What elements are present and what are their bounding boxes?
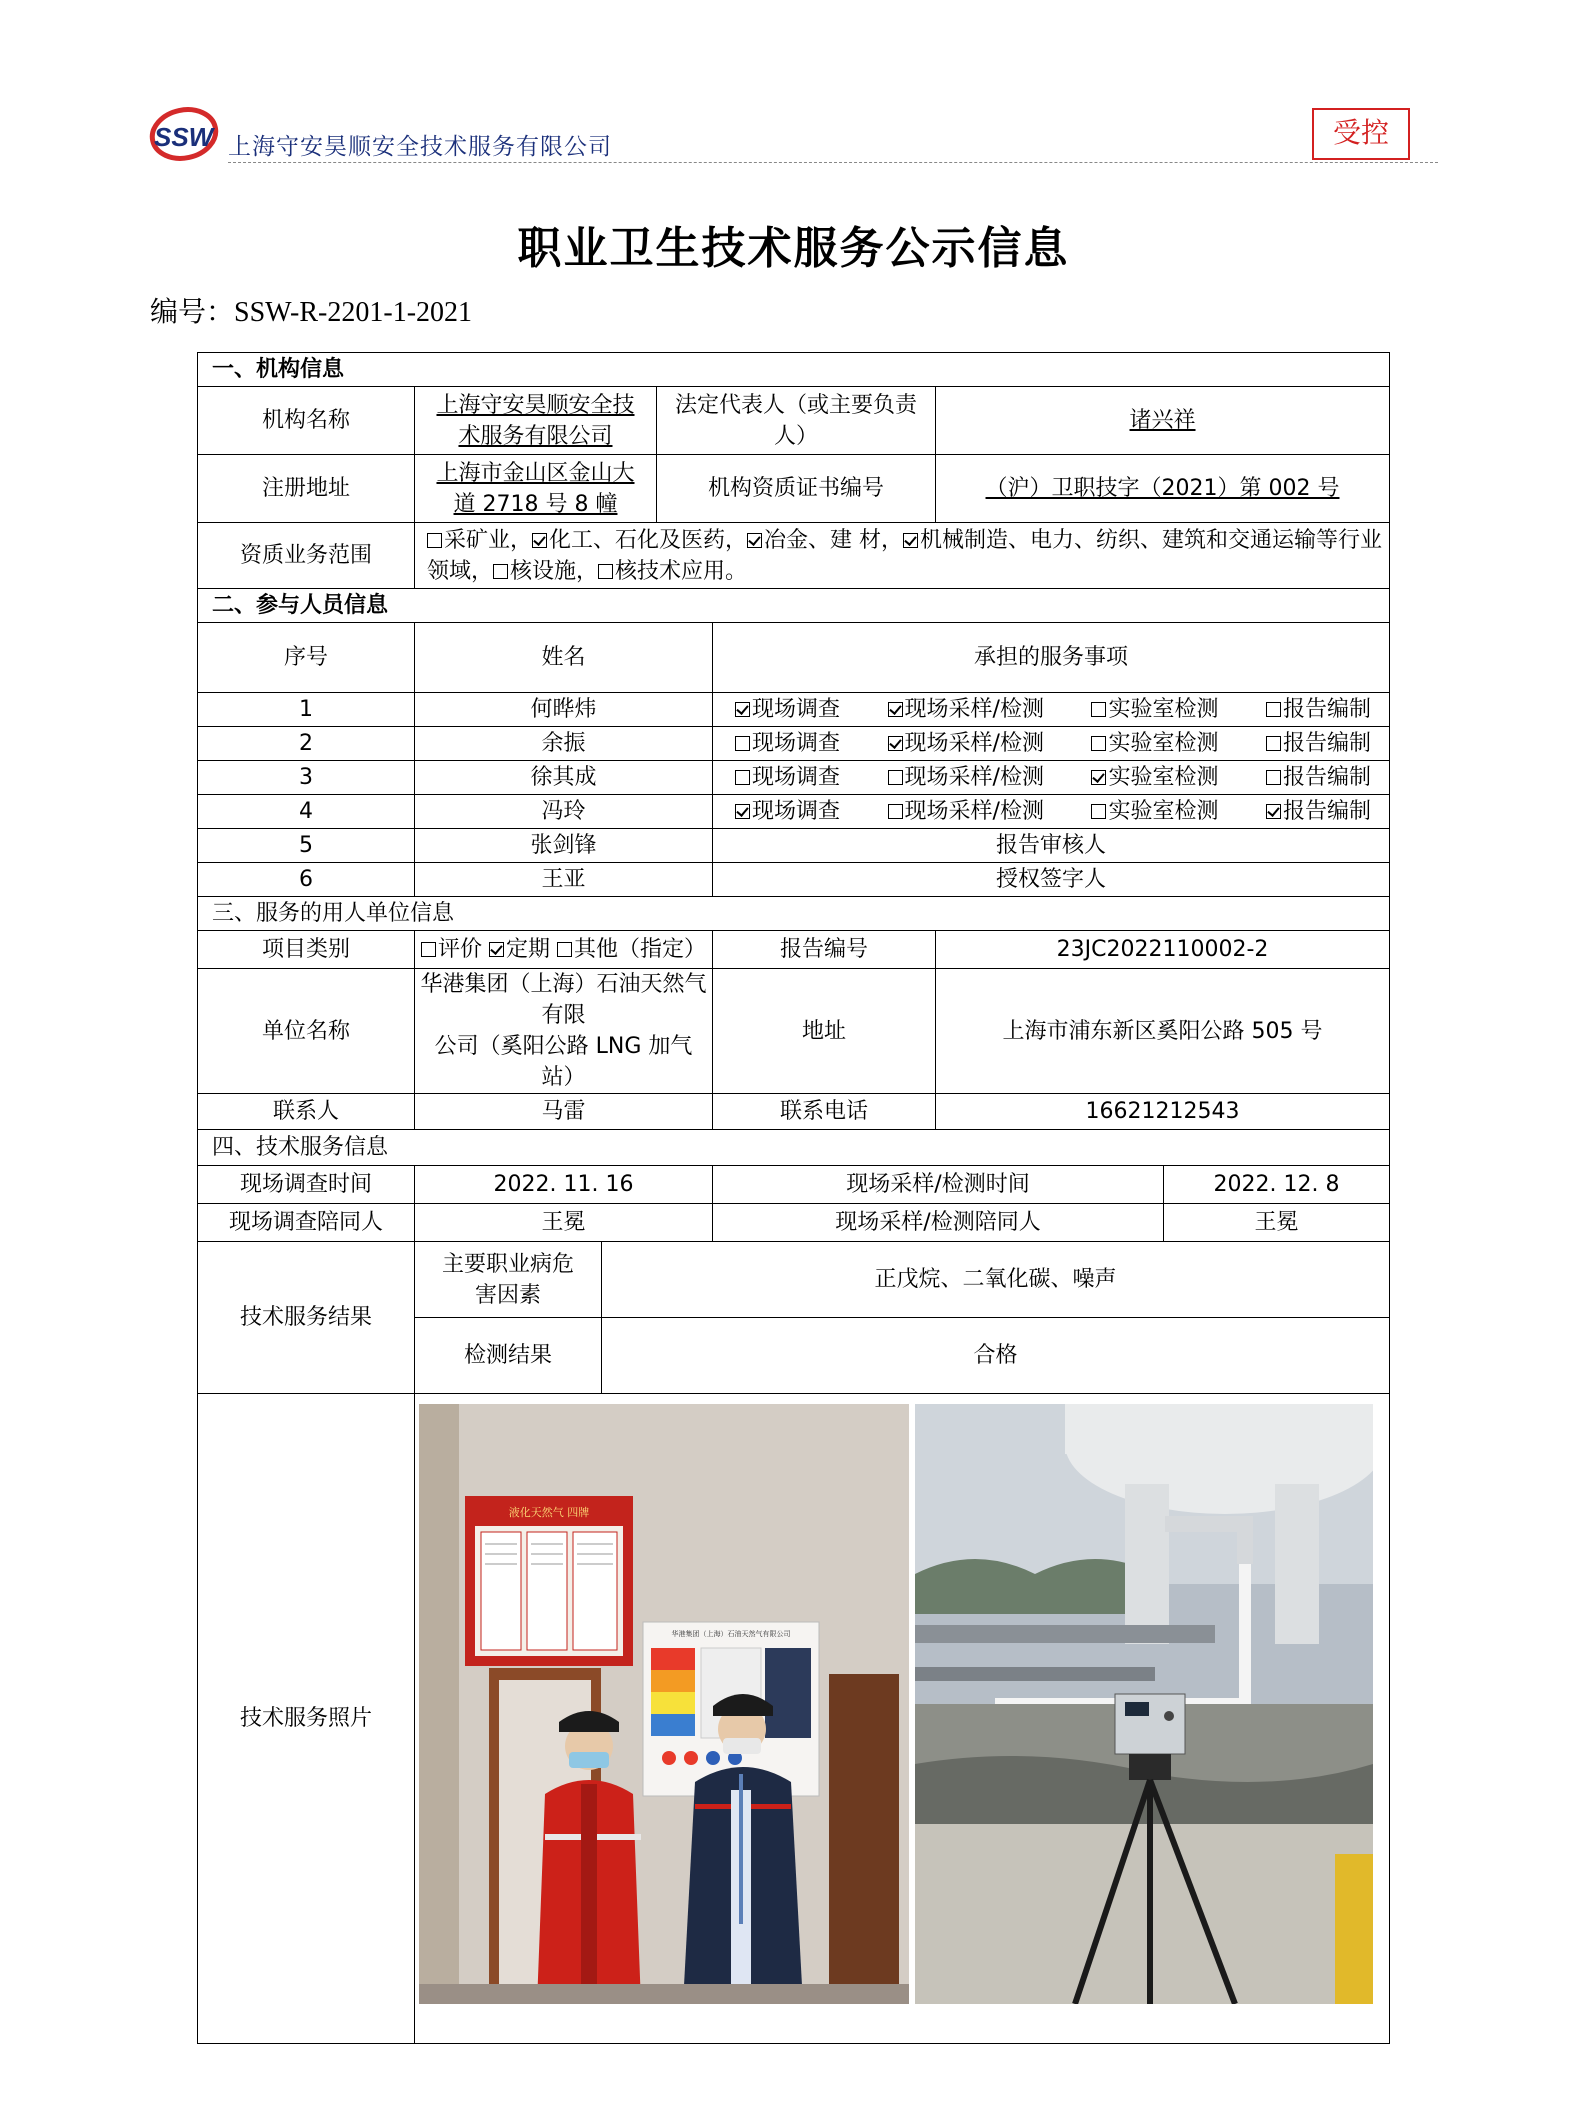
unit-name-line2: 公司（奚阳公路 LNG 加气站）: [434, 1034, 693, 1090]
service-item: [888, 796, 1044, 827]
checkbox-icon: [888, 702, 903, 717]
person-no: 2: [198, 727, 415, 761]
service-item: [1266, 694, 1371, 725]
service-item: [735, 728, 840, 759]
section4-heading: 四、技术服务信息: [198, 1130, 1390, 1166]
org-name-value: [415, 387, 657, 455]
checkbox-icon: [489, 942, 504, 957]
service-label: 实验室检测: [1108, 697, 1219, 722]
survey-time-value: 2022. 11. 16: [415, 1166, 713, 1204]
checkbox-icon: [888, 770, 903, 785]
col-no-header: 序号: [198, 623, 415, 693]
section2-heading: 二、参与人员信息: [198, 589, 1390, 623]
hazard-label-line1: 主要职业病危: [441, 1251, 574, 1277]
header-divider: [228, 162, 1438, 163]
section1-heading: 一、机构信息: [198, 353, 1390, 387]
person-row: [198, 829, 1390, 863]
checkbox-icon: [421, 942, 436, 957]
address-value: [415, 455, 657, 523]
checkbox-icon: [903, 533, 918, 548]
service-label: 报告编制: [1283, 765, 1372, 790]
checkbox-icon: [1266, 770, 1281, 785]
service-item: [1091, 762, 1218, 793]
scope-item: [493, 559, 598, 584]
type-option: [421, 937, 482, 962]
service-item: [735, 694, 840, 725]
report-no-value: 23JC2022110002-2: [936, 931, 1390, 969]
person-row: [198, 863, 1390, 897]
type-option: [557, 937, 706, 962]
org-name-line2: 术服务有限公司: [458, 423, 613, 449]
person-role: 报告审核人: [713, 829, 1390, 863]
person-services: [713, 727, 1390, 761]
checkbox-icon: [888, 736, 903, 751]
service-item: [888, 762, 1044, 793]
contact-label: 联系人: [198, 1094, 415, 1130]
report-no-label: 报告编号: [713, 931, 936, 969]
service-label: 实验室检测: [1108, 799, 1219, 824]
logo-text: SSW: [154, 122, 214, 152]
service-label: 现场采样/检测: [904, 799, 1044, 824]
person-no: 5: [198, 829, 415, 863]
scope-item: [598, 559, 747, 584]
doc-number-label: 编号：: [150, 295, 235, 328]
checkbox-icon: [557, 942, 572, 957]
address-line2: 道 2718 号 8 幢: [453, 491, 618, 517]
person-row: [198, 761, 1390, 795]
service-label: 报告编制: [1283, 697, 1372, 722]
checkbox-icon: [747, 533, 762, 548]
page-title: 职业卫生技术服务公示信息: [517, 223, 1070, 274]
scope-text: 核技术应用。: [615, 558, 748, 584]
sampling-time-label: 现场采样/检测时间: [713, 1166, 1164, 1204]
legal-rep-value: 诸兴祥: [936, 387, 1390, 455]
type-text: 评价: [437, 937, 482, 962]
photos-label: 技术服务照片: [198, 1394, 415, 2044]
checkbox-icon: [1266, 804, 1281, 819]
service-item: [735, 762, 840, 793]
person-row: [198, 693, 1390, 727]
controlled-stamp: 受控: [1312, 108, 1410, 160]
scope-text: 化工、石化及医药，: [549, 527, 748, 553]
company-name: 上海守安昊顺安全技术服务有限公司: [228, 134, 612, 160]
person-row: [198, 727, 1390, 761]
sampling-escort-value: 王冕: [1164, 1204, 1390, 1242]
checkbox-icon: [532, 533, 547, 548]
scope-text: 核设施，: [510, 558, 599, 584]
person-name: 冯玲: [415, 795, 713, 829]
service-item: [1266, 762, 1371, 793]
service-label: 实验室检测: [1108, 731, 1219, 756]
service-item: [1091, 694, 1218, 725]
page-header: [148, 102, 1438, 164]
legal-rep-label-line2: 人）: [773, 423, 818, 449]
service-label: 现场调查: [752, 765, 841, 790]
checkbox-icon: [1091, 736, 1106, 751]
cert-value: （沪）卫职技字（2021）第 002 号: [936, 455, 1390, 523]
test-result-value: 合格: [602, 1318, 1390, 1394]
service-item: [888, 728, 1044, 759]
checkbox-icon: [493, 564, 508, 579]
checkbox-icon: [598, 564, 613, 579]
document-number: [150, 290, 472, 330]
scope-text: 冶金、建 材，: [764, 527, 904, 553]
hazard-label-line2: 害因素: [474, 1282, 541, 1308]
checkbox-icon: [888, 804, 903, 819]
service-label: 现场采样/检测: [904, 731, 1044, 756]
scope-item: [427, 528, 532, 553]
test-result-label: 检测结果: [415, 1318, 602, 1394]
service-item: [1266, 728, 1371, 759]
scope-label: 资质业务范围: [198, 523, 415, 589]
type-text: 定期: [505, 937, 550, 962]
scope-text: 采矿业，: [444, 527, 533, 553]
phone-label: 联系电话: [713, 1094, 936, 1130]
type-text: 其他（指定）: [574, 937, 707, 962]
service-label: 报告编制: [1283, 731, 1372, 756]
checkbox-icon: [1266, 702, 1281, 717]
person-no: 6: [198, 863, 415, 897]
sampling-time-value: 2022. 12. 8: [1164, 1166, 1390, 1204]
photos-cell: [415, 1394, 1390, 2044]
service-label: 现场调查: [752, 799, 841, 824]
person-role: 授权签字人: [713, 863, 1390, 897]
service-label: 现场调查: [752, 697, 841, 722]
col-service-header: 承担的服务事项: [713, 623, 1390, 693]
service-label: 现场调查: [752, 731, 841, 756]
service-item: [888, 694, 1044, 725]
service-item: [735, 796, 840, 827]
checkbox-icon: [1091, 804, 1106, 819]
contact-value: 马雷: [415, 1094, 713, 1130]
site-survey-photo: [419, 1404, 909, 2004]
person-no: 4: [198, 795, 415, 829]
cert-label: 机构资质证书编号: [657, 455, 936, 523]
person-name: 王亚: [415, 863, 713, 897]
person-services: [713, 761, 1390, 795]
service-label: 实验室检测: [1108, 765, 1219, 790]
person-no: 1: [198, 693, 415, 727]
project-type-value: [415, 931, 713, 969]
doc-number-value: SSW-R-2201-1-2021: [234, 297, 473, 328]
legal-rep-label: [657, 387, 936, 455]
checkbox-icon: [427, 533, 442, 548]
survey-escort-label: 现场调查陪同人: [198, 1204, 415, 1242]
address-label: 注册地址: [198, 455, 415, 523]
sampling-escort-label: 现场采样/检测陪同人: [713, 1204, 1164, 1242]
org-name-label: 机构名称: [198, 387, 415, 455]
checkbox-icon: [735, 770, 750, 785]
checkbox-icon: [735, 736, 750, 751]
sign-title: 液化天然气 四牌: [508, 1506, 590, 1519]
person-no: 3: [198, 761, 415, 795]
unit-address-value: 上海市浦东新区奚阳公路 505 号: [936, 969, 1390, 1094]
person-name: 余振: [415, 727, 713, 761]
service-label: 现场采样/检测: [904, 765, 1044, 790]
type-option: [489, 937, 550, 962]
address-line1: 上海市金山区金山大: [436, 460, 635, 486]
company-logo: [148, 104, 226, 162]
checkbox-icon: [735, 702, 750, 717]
col-name-header: 姓名: [415, 623, 713, 693]
service-item: [1091, 728, 1218, 759]
checkbox-icon: [1266, 736, 1281, 751]
result-label: 技术服务结果: [198, 1242, 415, 1394]
org-name-line1: 上海守安昊顺安全技: [436, 392, 635, 418]
service-label: 现场采样/检测: [904, 697, 1044, 722]
scope-item: [532, 528, 747, 553]
unit-name-value: [415, 969, 713, 1094]
survey-escort-value: 王冕: [415, 1204, 713, 1242]
person-name: 徐其成: [415, 761, 713, 795]
person-name: 何晔炜: [415, 693, 713, 727]
checkbox-icon: [1091, 702, 1106, 717]
person-row: [198, 795, 1390, 829]
phone-value: 16621212543: [936, 1094, 1390, 1130]
hazard-label: [415, 1242, 602, 1318]
project-type-label: 项目类别: [198, 931, 415, 969]
survey-time-label: 现场调查时间: [198, 1166, 415, 1204]
person-services: [713, 693, 1390, 727]
sampling-photo: [915, 1404, 1373, 2004]
service-item: [1091, 796, 1218, 827]
scope-item: [747, 528, 903, 553]
hazard-value: 正戊烷、二氧化碳、噪声: [602, 1242, 1390, 1318]
person-name: 张剑锋: [415, 829, 713, 863]
board-title: 华港集团（上海）石油天然气有限公司: [671, 1630, 791, 1638]
legal-rep-label-line1: 法定代表人（或主要负责: [674, 392, 917, 418]
unit-name-label: 单位名称: [198, 969, 415, 1094]
person-services: [713, 795, 1390, 829]
checkbox-icon: [1091, 770, 1106, 785]
service-label: 报告编制: [1283, 799, 1372, 824]
section3-heading: 三、服务的用人单位信息: [198, 897, 1390, 931]
checkbox-icon: [735, 804, 750, 819]
service-item: [1266, 796, 1371, 827]
scope-text: 机械制造、电力、纺织、建筑和交通运输等行业领域，: [427, 527, 1383, 584]
unit-address-label: 地址: [713, 969, 936, 1094]
unit-name-line1: 华港集团（上海）石油天然气有限: [420, 972, 707, 1028]
info-table: [197, 352, 1390, 2044]
scope-value: [415, 523, 1390, 589]
